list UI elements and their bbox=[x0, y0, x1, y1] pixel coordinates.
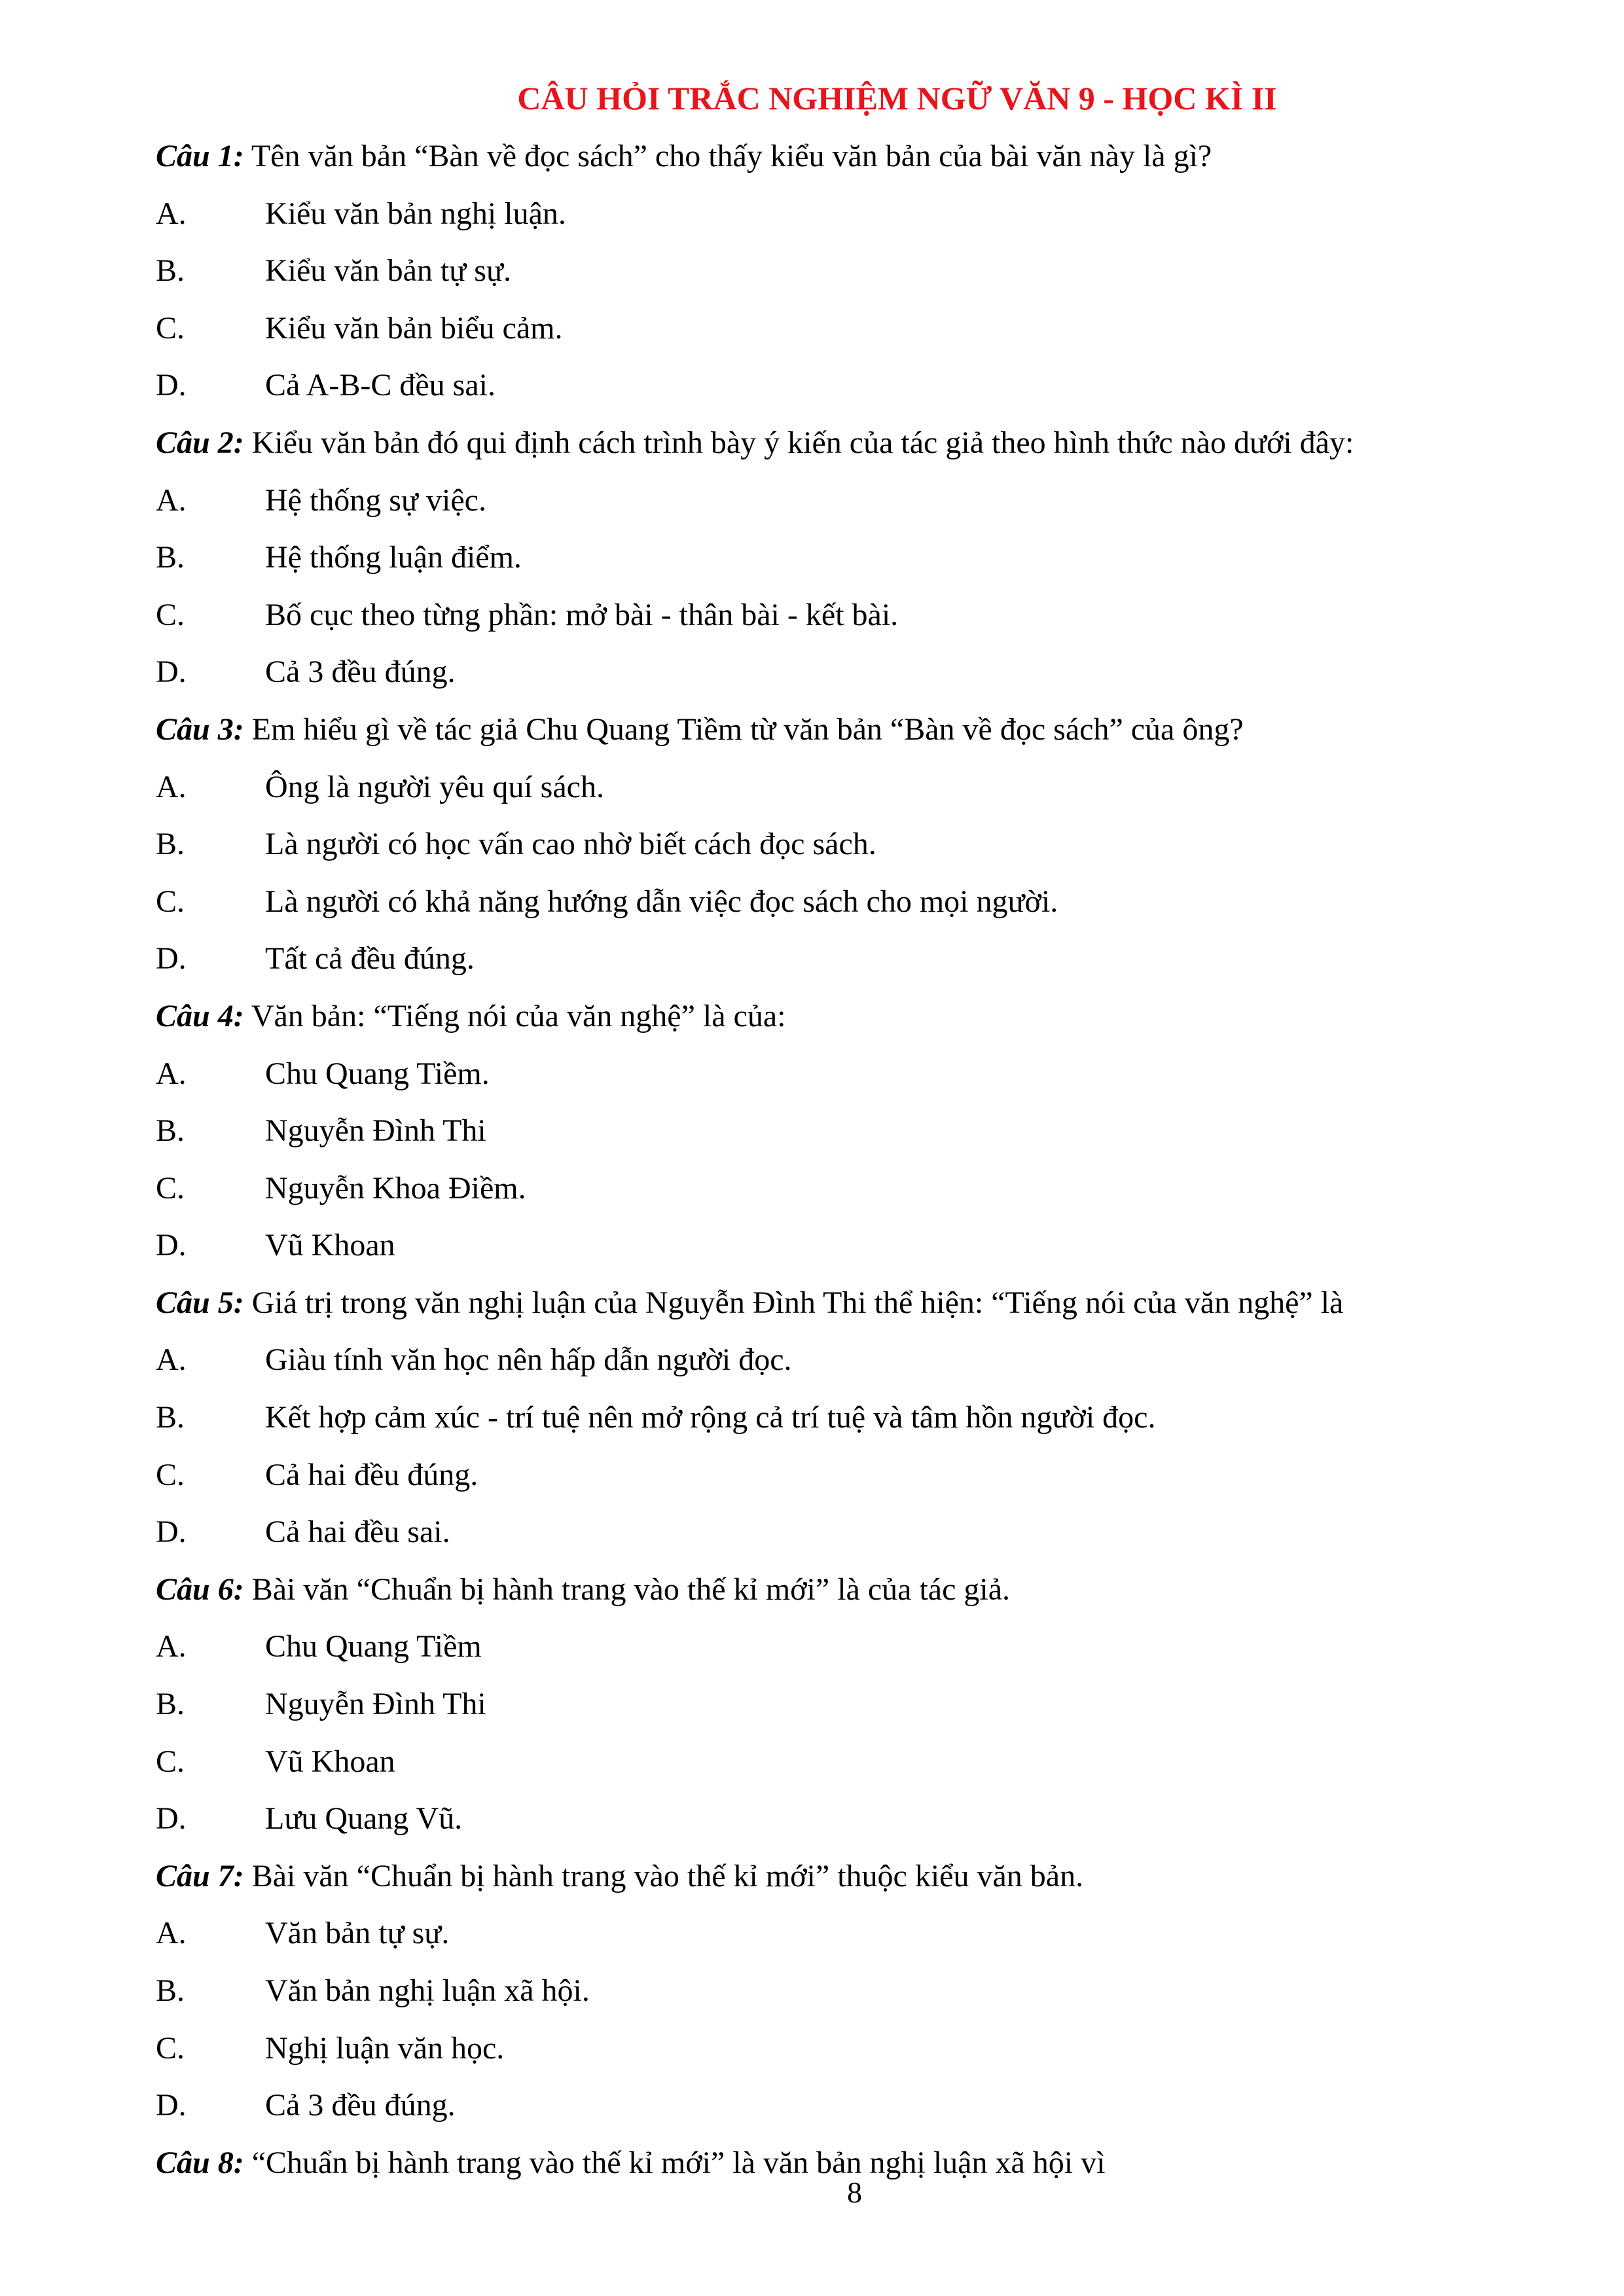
option-letter: B. bbox=[156, 1113, 185, 1149]
page-number bbox=[0, 2173, 1624, 2212]
option-4d bbox=[156, 1217, 1570, 1274]
option-5a bbox=[156, 1331, 1570, 1389]
option-6b bbox=[156, 1676, 1570, 1733]
option-text: Kiểu văn bản biểu cảm. bbox=[265, 310, 563, 346]
option-text: Giàu tính văn học nên hấp dẫn người đọc. bbox=[265, 1342, 792, 1378]
question-list bbox=[156, 128, 1570, 2191]
option-letter: B. bbox=[156, 253, 185, 289]
question-5 bbox=[156, 1274, 1570, 1332]
option-7b bbox=[156, 1962, 1570, 2020]
option-text: Là người có học vấn cao nhờ biết cách đọc sách. bbox=[265, 827, 876, 862]
option-letter: B. bbox=[156, 540, 185, 575]
question-text: Bài văn “Chuẩn bị hành trang vào thế kỉ mới” là của tác giả. bbox=[244, 1571, 1011, 1607]
option-3a bbox=[156, 759, 1570, 816]
option-letter: C. bbox=[156, 310, 185, 346]
question-6 bbox=[156, 1561, 1570, 1619]
question-label: Câu 4: bbox=[156, 998, 244, 1033]
option-text: Cả A-B-C đều sai. bbox=[265, 368, 496, 403]
option-3c bbox=[156, 873, 1570, 931]
option-letter: C. bbox=[156, 884, 185, 919]
option-letter: B. bbox=[156, 1687, 185, 1722]
option-7c bbox=[156, 2020, 1570, 2077]
option-text: Nguyễn Đình Thi bbox=[265, 1687, 486, 1722]
question-text: Kiểu văn bản đó qui định cách trình bày ý kiến của tác giả theo hình thức nào dưới đây: bbox=[244, 425, 1354, 460]
option-text: Hệ thống luận điểm. bbox=[265, 540, 522, 575]
option-letter: C. bbox=[156, 1457, 185, 1492]
option-3d bbox=[156, 930, 1570, 988]
option-letter: D. bbox=[156, 1515, 187, 1550]
option-letter: D. bbox=[156, 1801, 187, 1837]
option-6a bbox=[156, 1618, 1570, 1676]
question-label: Câu 7: bbox=[156, 1858, 244, 1893]
option-5d bbox=[156, 1503, 1570, 1561]
question-7 bbox=[156, 1848, 1570, 1905]
question-1 bbox=[156, 128, 1570, 185]
option-text: Lưu Quang Vũ. bbox=[265, 1801, 463, 1837]
option-4b bbox=[156, 1102, 1570, 1160]
option-text: Là người có khả năng hướng dẫn việc đọc sách cho mọi người. bbox=[265, 884, 1058, 919]
option-letter: C. bbox=[156, 2030, 185, 2066]
option-letter: A. bbox=[156, 1056, 187, 1091]
option-6d bbox=[156, 1790, 1570, 1848]
question-text: Bài văn “Chuẩn bị hành trang vào thế kỉ mới” thuộc kiểu văn bản. bbox=[244, 1858, 1084, 1893]
option-text: Chu Quang Tiềm. bbox=[265, 1056, 490, 1091]
option-1a bbox=[156, 185, 1570, 243]
option-2c bbox=[156, 586, 1570, 644]
page-title bbox=[0, 77, 1624, 119]
question-3 bbox=[156, 701, 1570, 759]
option-letter: A. bbox=[156, 1629, 187, 1664]
option-letter: C. bbox=[156, 1744, 185, 1779]
question-label: Câu 6: bbox=[156, 1571, 244, 1607]
option-letter: C. bbox=[156, 1170, 185, 1206]
option-text: Kiểu văn bản nghị luận. bbox=[265, 196, 566, 231]
option-1b bbox=[156, 242, 1570, 300]
question-text: Văn bản: “Tiếng nói của văn nghệ” là của: bbox=[244, 998, 786, 1033]
option-text: Văn bản nghị luận xã hội. bbox=[265, 1973, 590, 2008]
question-label: Câu 8: bbox=[156, 2145, 244, 2180]
option-text: Kiểu văn bản tự sự. bbox=[265, 253, 511, 289]
option-6c bbox=[156, 1733, 1570, 1791]
question-4 bbox=[156, 988, 1570, 1045]
option-5c bbox=[156, 1446, 1570, 1504]
option-letter: A. bbox=[156, 1342, 187, 1378]
option-letter: D. bbox=[156, 2088, 187, 2123]
option-letter: D. bbox=[156, 368, 187, 403]
question-label: Câu 3: bbox=[156, 711, 244, 747]
option-text: Tất cả đều đúng. bbox=[265, 941, 475, 977]
option-letter: C. bbox=[156, 597, 185, 632]
option-1d bbox=[156, 357, 1570, 414]
option-4a bbox=[156, 1045, 1570, 1103]
option-text: Chu Quang Tiềm bbox=[265, 1629, 482, 1664]
option-2d bbox=[156, 643, 1570, 701]
option-text: Cả 3 đều đúng. bbox=[265, 2088, 456, 2123]
question-text: Giá trị trong văn nghị luận của Nguyễn Đình Thi thể hiện: “Tiếng nói của văn nghệ” là bbox=[244, 1285, 1344, 1320]
option-letter: D. bbox=[156, 941, 187, 977]
option-letter: A. bbox=[156, 482, 187, 518]
option-text: Văn bản tự sự. bbox=[265, 1916, 450, 1951]
option-text: Bố cục theo từng phần: mở bài - thân bài - kết bài. bbox=[265, 597, 899, 632]
page-title-text: CÂU HỎI TRẮC NGHIỆM NGỮ VĂN 9 - HỌC KÌ II bbox=[517, 80, 1277, 117]
option-letter: A. bbox=[156, 1916, 187, 1951]
option-text: Cả hai đều sai. bbox=[265, 1515, 450, 1550]
option-3b bbox=[156, 816, 1570, 873]
option-2a bbox=[156, 472, 1570, 529]
option-5b bbox=[156, 1389, 1570, 1446]
option-letter: A. bbox=[156, 769, 187, 804]
question-text: Em hiểu gì về tác giả Chu Quang Tiềm từ văn bản “Bàn về đọc sách” của ông? bbox=[244, 711, 1244, 747]
option-7a bbox=[156, 1905, 1570, 1962]
option-letter: D. bbox=[156, 655, 187, 690]
option-text: Cả 3 đều đúng. bbox=[265, 655, 456, 690]
option-text: Vũ Khoan bbox=[265, 1228, 395, 1263]
option-text: Vũ Khoan bbox=[265, 1744, 395, 1779]
option-7d bbox=[156, 2077, 1570, 2134]
option-letter: B. bbox=[156, 827, 185, 862]
question-2 bbox=[156, 414, 1570, 472]
option-text: Ông là người yêu quí sách. bbox=[265, 769, 604, 804]
option-1c bbox=[156, 300, 1570, 357]
option-2b bbox=[156, 529, 1570, 586]
question-label: Câu 5: bbox=[156, 1285, 244, 1320]
question-label: Câu 1: bbox=[156, 139, 244, 173]
page-number-text: 8 bbox=[847, 2176, 862, 2209]
option-letter: D. bbox=[156, 1228, 187, 1263]
option-text: Nghị luận văn học. bbox=[265, 2030, 505, 2066]
question-text: Tên văn bản “Bàn về đọc sách” cho thấy kiểu văn bản của bài văn này là gì? bbox=[244, 139, 1212, 173]
option-text: Nguyễn Đình Thi bbox=[265, 1113, 486, 1149]
option-letter: A. bbox=[156, 196, 187, 231]
question-label: Câu 2: bbox=[156, 425, 244, 460]
option-text: Hệ thống sự việc. bbox=[265, 482, 486, 518]
question-text: “Chuẩn bị hành trang vào thế kỉ mới” là văn bản nghị luận xã hội vì bbox=[244, 2145, 1106, 2180]
option-4c bbox=[156, 1160, 1570, 1217]
option-text: Kết hợp cảm xúc - trí tuệ nên mở rộng cả trí tuệ và tâm hồn người đọc. bbox=[265, 1400, 1156, 1435]
option-letter: B. bbox=[156, 1973, 185, 2008]
option-text: Nguyễn Khoa Điềm. bbox=[265, 1170, 526, 1206]
option-letter: B. bbox=[156, 1400, 185, 1435]
option-text: Cả hai đều đúng. bbox=[265, 1457, 478, 1492]
